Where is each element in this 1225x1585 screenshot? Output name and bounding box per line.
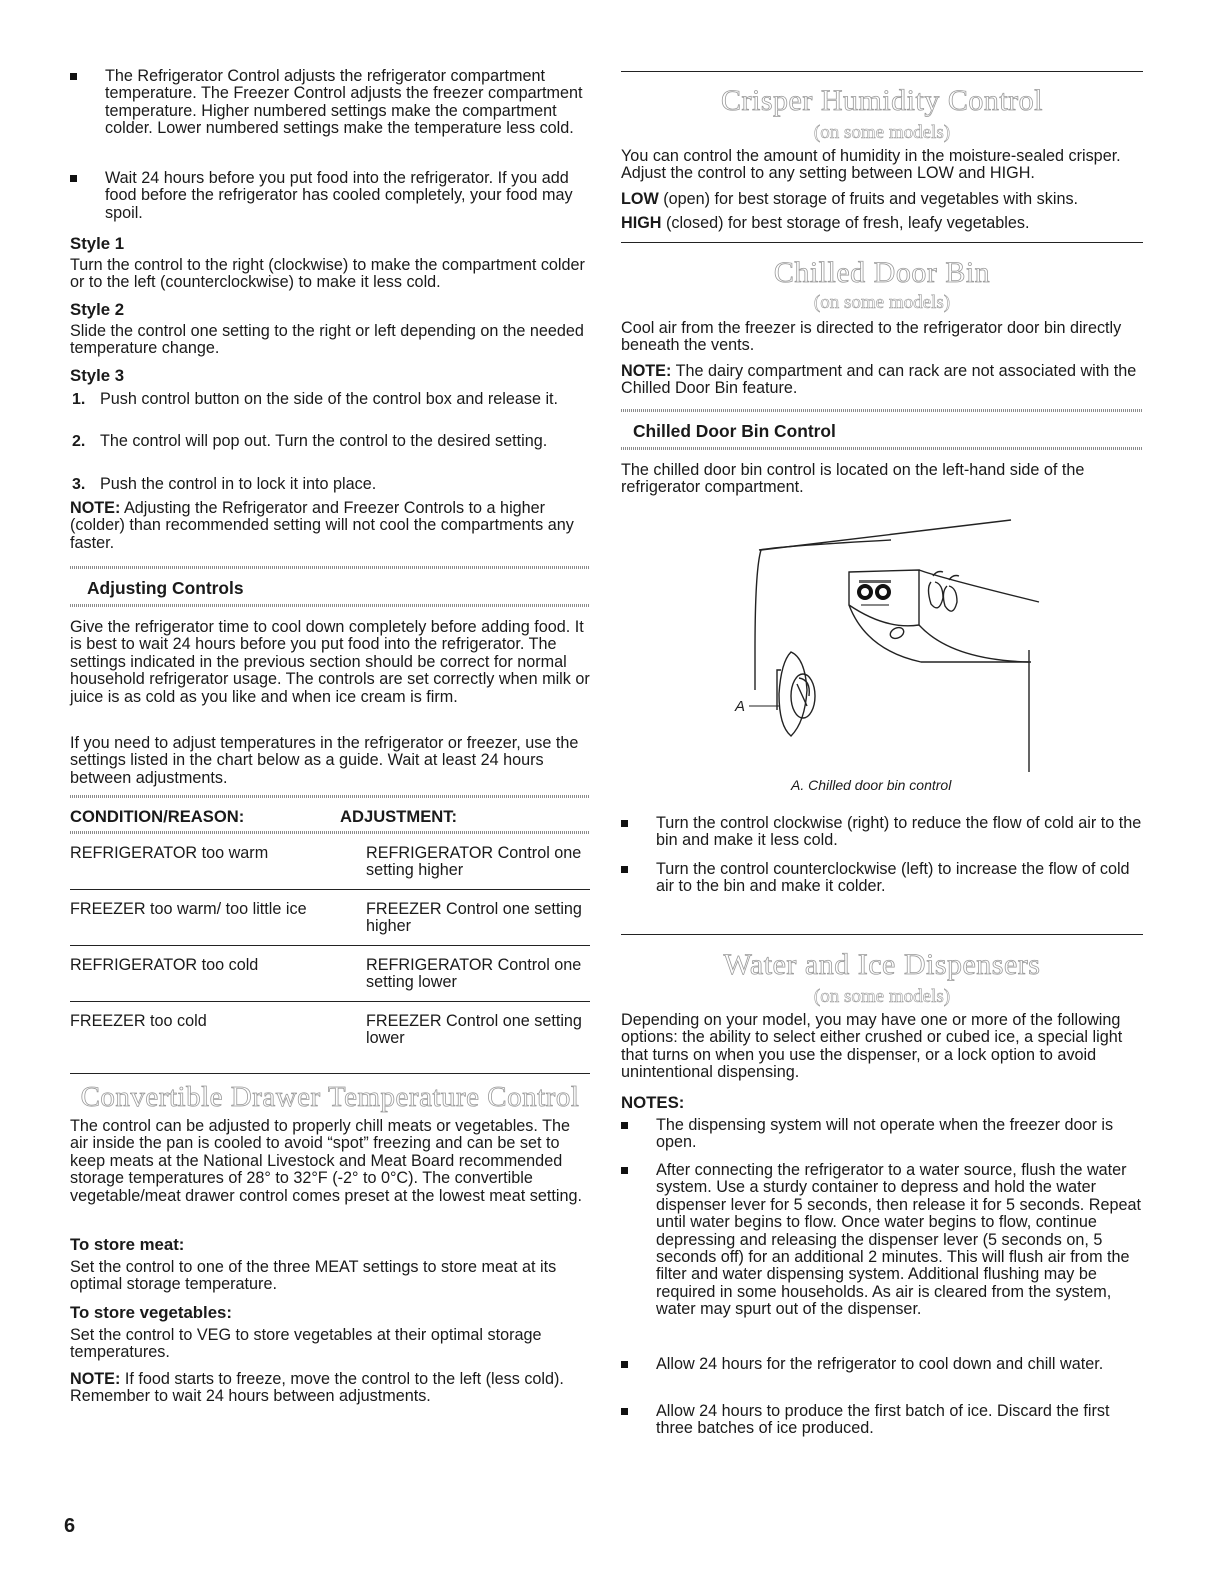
bullet-text: Turn the control counterclockwise (left) to increase the flow of cold air to the bin and make it colder.	[656, 860, 1130, 896]
step-item	[70, 476, 590, 493]
chilled-note-paragraph	[621, 363, 1143, 398]
step-item	[70, 391, 590, 408]
high-label: HIGH	[621, 214, 662, 232]
table-cell-condition: FREEZER too warm/ too little ice	[70, 900, 307, 918]
bullet-text: The dispensing system will not operate when the freezer door is open.	[656, 1116, 1114, 1152]
high-paragraph	[621, 215, 1143, 232]
table-row-divider	[70, 889, 590, 890]
bullet-square-icon	[621, 820, 628, 827]
crisper-humidity-title: Crisper Humidity Control	[721, 84, 1043, 117]
bullet-text: Wait 24 hours before you put food into the refrigerator. If you add food before the refrigerator has cooled completely, your food may spoil.	[105, 169, 573, 222]
page-number: 6	[64, 1515, 76, 1537]
step-text: The control will pop out. Turn the control to the desired setting.	[100, 432, 548, 450]
note-label: NOTE:	[70, 499, 121, 517]
note-paragraph	[70, 500, 590, 552]
store-vegetables-text: Set the control to VEG to store vegetables at their optimal storage temperatures.	[70, 1326, 542, 1362]
note2-label: NOTE:	[70, 1370, 121, 1388]
bin-control-paragraph: The chilled door bin control is located on the left-hand side of the refrigerator compartment.	[621, 461, 1085, 497]
step-text: Push the control in to lock it into place.	[100, 475, 377, 493]
bullet-square-icon	[621, 1361, 628, 1368]
low-label: LOW	[621, 190, 659, 208]
table-cell-condition: FREEZER too cold	[70, 1012, 207, 1030]
convertible-drawer-title: Convertible Drawer Temperature Control	[80, 1081, 580, 1113]
style3-heading: Style 3	[70, 366, 125, 385]
diagram-caption: A. Chilled door bin control	[791, 777, 952, 793]
bullet-text: After connecting the refrigerator to a water source, flush the water system. Use a sturdy container to depress and hold the water dispenser lever for 5 seconds, then release it for 5 seconds. Repeat until water begins to flow. Once water begins to flow, continue depressing and releasing the dispenser lever (5 seconds on, 5 seconds off) for an additional 2 minutes. This will flush air from the filter and water dispensing system. Additional flushing may be required in some households. As air is cleared from the system, water may spurt out of the dispenser.	[656, 1161, 1142, 1319]
adjusting-paragraph-2: If you need to adjust temperatures in the refrigerator or freezer, use the settings listed in the chart below as a guide. Wait at least 24 hours between adjustments.	[70, 734, 579, 787]
style2-heading: Style 2	[70, 300, 125, 319]
bullet-square-icon	[621, 1122, 628, 1129]
bullet-square-icon	[621, 1167, 628, 1174]
water-subtitle: (on some models)	[813, 986, 951, 1007]
chilled-door-bin-title: Chilled Door Bin	[773, 256, 991, 289]
step-text: Push control button on the side of the control box and release it.	[100, 390, 559, 408]
style3-section	[70, 366, 590, 385]
style1-heading: Style 1	[70, 234, 125, 253]
crisper-subtitle: (on some models)	[813, 122, 951, 143]
table-cell-adjustment: FREEZER Control one setting higher	[366, 900, 582, 936]
water-ice-dispensers-title: Water and Ice Dispensers	[723, 948, 1041, 981]
table-cell-adjustment: REFRIGERATOR Control one setting higher	[366, 844, 582, 880]
dotted-divider	[70, 566, 590, 569]
dotted-divider	[70, 604, 590, 607]
table-header-condition: CONDITION/REASON:	[70, 807, 245, 826]
section-rule	[621, 934, 1143, 935]
table-cell-condition: REFRIGERATOR too cold	[70, 956, 259, 974]
bullet-item	[621, 1162, 1143, 1319]
adjusting-controls-heading: Adjusting Controls	[87, 578, 244, 598]
chilled-note-text: The dairy compartment and can rack are not associated with the Chilled Door Bin feature.	[621, 362, 1137, 398]
chilled-door-bin-diagram	[721, 510, 1051, 780]
high-text: (closed) for best storage of fresh, leafy vegetables.	[661, 214, 1030, 232]
store-meat-heading: To store meat:	[70, 1235, 185, 1254]
bullet-item	[70, 170, 590, 222]
bullet-square-icon	[70, 175, 77, 182]
note-text: Adjusting the Refrigerator and Freezer Controls to a higher (colder) than recommended setting will not cool the compartments any faster.	[70, 499, 574, 552]
adjusting-paragraph-1: Give the refrigerator time to cool down completely before adding food. It is best to wait 24 hours before you put food into the refrigerator. The settings indicated in the previous section should be correct for normal household refrigerator usage. The controls are set correctly when milk or juice is as cold as you like and when ice cream is firm.	[70, 618, 590, 706]
bullet-item	[621, 1356, 1143, 1373]
crisper-paragraph: You can control the amount of humidity in the moisture-sealed crisper. Adjust the control to any setting between LOW and HIGH.	[621, 147, 1121, 183]
step-number: 1.	[72, 391, 86, 408]
style2-section	[70, 300, 590, 358]
section-rule	[621, 242, 1143, 243]
chilled-paragraph: Cool air from the freezer is directed to the refrigerator door bin directly beneath the vents.	[621, 319, 1122, 355]
bullet-item	[621, 1117, 1143, 1152]
bullet-square-icon	[621, 866, 628, 873]
bullet-text: Allow 24 hours for the refrigerator to cool down and chill water.	[656, 1355, 1104, 1373]
dotted-divider	[70, 831, 590, 834]
section-rule	[70, 1073, 590, 1074]
table-cell-adjustment: REFRIGERATOR Control one setting lower	[366, 956, 582, 992]
low-paragraph	[621, 191, 1143, 208]
chilled-note-label: NOTE:	[621, 362, 672, 380]
convertible-paragraph: The control can be adjusted to properly chill meats or vegetables. The air inside the pan is cooled to avoid “spot” freezing and can be set to keep meats at the National Livestock and Meat Board recommended storage temperatures of 28° to 32°F (-2° to 0°C). The convertible vegetable/meat drawer control comes preset at the lowest meat setting.	[70, 1117, 582, 1205]
table-cell-adjustment: FREEZER Control one setting lower	[366, 1012, 582, 1048]
style2-text: Slide the control one setting to the right or left depending on the needed temperature change.	[70, 322, 584, 358]
bullet-text: Allow 24 hours to produce the first batch of ice. Discard the first three batches of ice produced.	[656, 1402, 1110, 1438]
bullet-item	[621, 1403, 1143, 1438]
water-paragraph: Depending on your model, you may have one or more of the following options: the ability to select either crushed or cubed ice, a special light that turns on when you use the dispenser, or a lock option to avoid unintentional dispensing.	[621, 1011, 1123, 1082]
bullet-text: The Refrigerator Control adjusts the refrigerator compartment temperature. The Freezer Control adjusts the freezer compartment temperature. Higher numbered settings make the compartment colder. Lower numbered settings make the temperature less cold.	[105, 67, 583, 138]
store-vegetables-heading: To store vegetables:	[70, 1303, 232, 1322]
section-rule	[621, 71, 1143, 72]
note2-text: If food starts to freeze, move the control to the left (less cold). Remember to wait 24 hours between adjustments.	[70, 1370, 564, 1406]
dotted-divider	[70, 795, 590, 798]
chilled-subtitle: (on some models)	[813, 292, 951, 313]
step-number: 3.	[72, 476, 86, 493]
table-cell-condition: REFRIGERATOR too warm	[70, 844, 269, 862]
bullet-square-icon	[621, 1408, 628, 1415]
chilled-bin-control-heading: Chilled Door Bin Control	[633, 421, 836, 441]
bullet-item	[70, 68, 590, 138]
style1-text: Turn the control to the right (clockwise) to make the compartment colder or to the left (counterclockwise) to make it less cold.	[70, 256, 585, 292]
diagram-label-a: A	[735, 698, 746, 715]
bullet-item	[621, 815, 1143, 850]
table-row-divider	[70, 945, 590, 946]
notes-heading: NOTES:	[621, 1093, 685, 1112]
bullet-text: Turn the control clockwise (right) to reduce the flow of cold air to the bin and make it less cold.	[656, 814, 1142, 850]
bullet-item	[621, 861, 1143, 896]
dotted-divider	[621, 447, 1143, 450]
table-row-divider	[70, 1001, 590, 1002]
table-header-adjustment: ADJUSTMENT:	[340, 807, 458, 826]
dotted-divider	[621, 409, 1143, 412]
note2-paragraph	[70, 1371, 590, 1406]
style1-section	[70, 234, 590, 292]
low-text: (open) for best storage of fruits and vegetables with skins.	[658, 190, 1079, 208]
store-meat-text: Set the control to one of the three MEAT settings to store meat at its optimal storage temperature.	[70, 1258, 557, 1294]
step-item	[70, 433, 590, 450]
bullet-square-icon	[70, 73, 77, 80]
step-number: 2.	[72, 433, 86, 450]
